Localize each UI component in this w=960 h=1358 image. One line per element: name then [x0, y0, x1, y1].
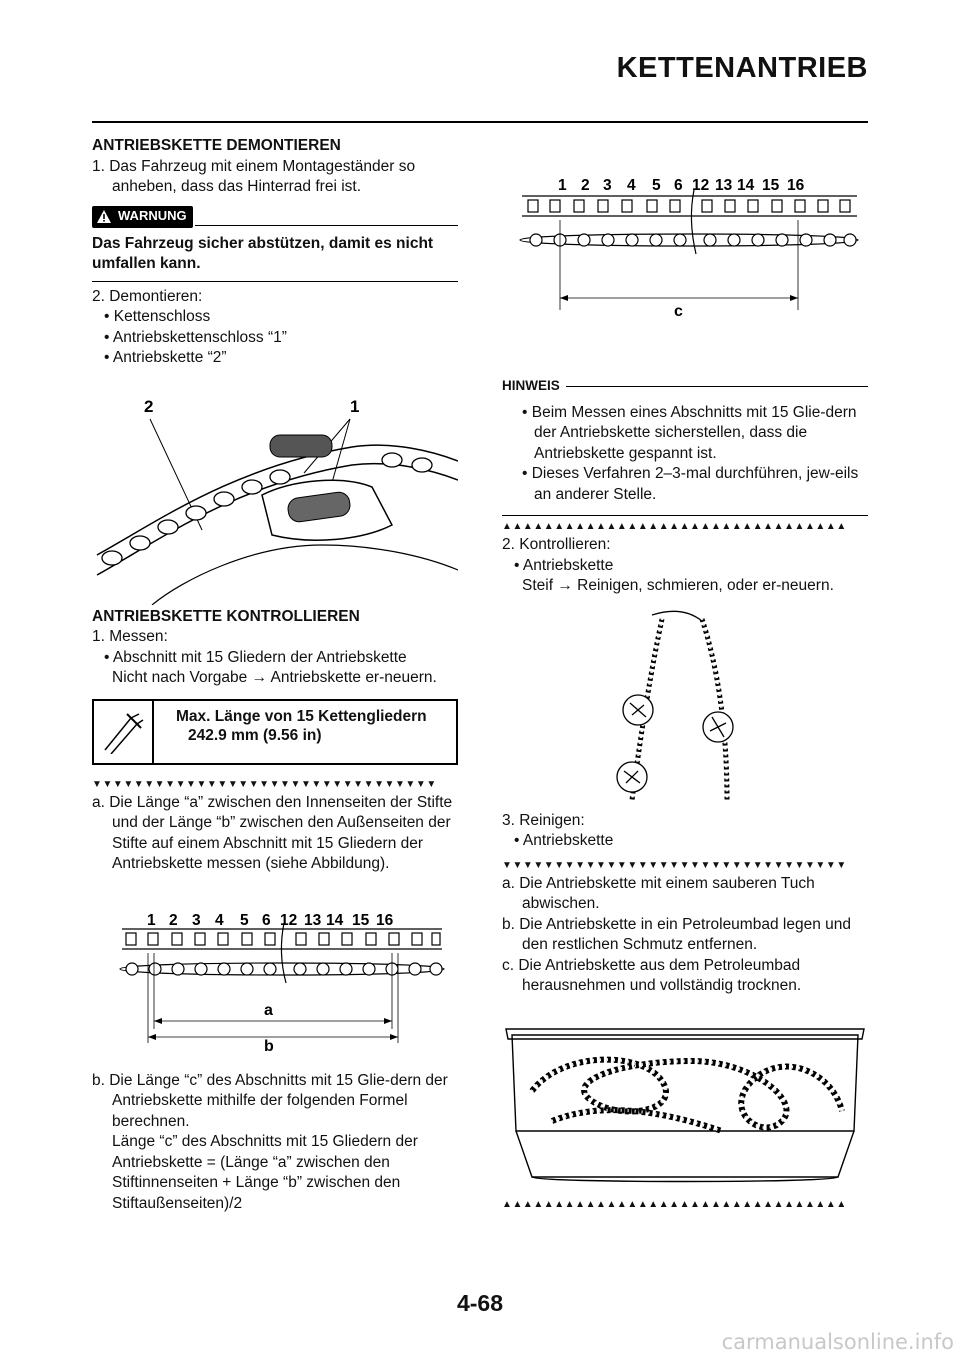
clean-step-b: b. Die Antriebskette in ein Petroleumbad legen und den restlichen Schmutz entfernen.: [502, 915, 851, 953]
step-b-calc: b. Die Länge “c” des Abschnitts mit 15 Glie-dern der Antriebskette mithilfe der folgenden Formel berechnen.: [92, 1071, 448, 1130]
chain-measure-c-diagram: [502, 170, 868, 370]
warning-icon: [96, 209, 112, 224]
fig3-num-1: 1: [558, 177, 567, 194]
fig2-num-5: 5: [240, 911, 249, 929]
fig3-num-14: 14: [737, 177, 755, 194]
step-check: 2. Kontrollieren:: [502, 536, 611, 553]
fig1-label-1: 1: [350, 396, 360, 416]
fig3-num-15: 15: [762, 177, 780, 194]
check-item: • Antriebskette: [514, 556, 614, 574]
fig3-num-16: 16: [787, 177, 805, 194]
clean-item: • Antriebskette: [514, 832, 614, 849]
warning-text: Das Fahrzeug sicher abstützen, damit es nicht umfallen kann.: [92, 234, 434, 272]
warning-badge: [92, 206, 193, 228]
fig2-num-13: 13: [304, 911, 322, 929]
watermark: carmanualsonline.info: [721, 1330, 954, 1354]
fig3-num-6: 6: [674, 177, 683, 194]
step-remove: 2. Demontieren:: [92, 287, 203, 305]
spec-box: [92, 699, 458, 765]
fig3-num-13: 13: [715, 177, 733, 194]
fig3-num-12: 12: [692, 177, 710, 194]
kerosene-bath-illustration: [502, 1011, 868, 1191]
heading-check-chain: ANTRIEBSKETTE KONTROLLIEREN: [92, 607, 360, 625]
fig3-num-4: 4: [627, 177, 636, 194]
formula-text: Länge “c” des Abschnitts mit 15 Gliedern der Antriebskette = (Länge “a” zwischen den Stiftinnenseiten + Länge “b” zwischen den Stiftaußenseiten)/2: [112, 1133, 418, 1212]
left-column: [92, 136, 458, 1214]
right-column: [502, 136, 868, 1213]
fig2-num-6: 6: [262, 911, 271, 929]
triangle-row-start-2: ▼▼▼▼▼▼▼▼▼▼▼▼▼▼▼▼▼▼▼▼▼▼▼▼▼▼▼▼▼▼▼▼▼: [502, 859, 847, 871]
fig2-num-14: 14: [326, 911, 344, 929]
clean-step-c: c. Die Antriebskette aus dem Petroleumbad herausnehmen und vollständig trocknen.: [502, 956, 802, 994]
remove-item-3: • Antriebskette “2”: [104, 349, 227, 366]
chain-measure-a-b-diagram: [92, 893, 458, 1053]
triangle-row-end-2: ▲▲▲▲▲▲▲▲▲▲▲▲▲▲▲▲▲▲▲▲▲▲▲▲▲▲▲▲▲▲▲▲▲: [502, 1198, 847, 1210]
stiff-chain-illustration: [502, 605, 868, 805]
spec-value: 242.9 mm (9.56 in): [188, 726, 322, 744]
caliper-icon: [94, 701, 154, 763]
note-item-1: • Beim Messen eines Abschnitts mit 15 Glie-dern der Antriebskette sicherstellen, dass die Antriebskette gespannt ist.: [522, 403, 857, 462]
check-note: Steif → Reinigen, schmieren, oder er-neuern.: [522, 577, 834, 594]
note-label: HINWEIS: [502, 378, 560, 393]
page-number: 4-68: [456, 1290, 504, 1316]
note-item-2: • Dieses Verfahren 2–3-mal durchführen, jew-eils an anderer Stelle.: [522, 465, 859, 503]
measure-item: • Abschnitt mit 15 Gliedern der Antriebskette: [104, 648, 407, 666]
chain-lock-illustration: [92, 375, 458, 605]
triangle-row-end: ▲▲▲▲▲▲▲▲▲▲▲▲▲▲▲▲▲▲▲▲▲▲▲▲▲▲▲▲▲▲▲▲▲: [502, 521, 847, 532]
fig2-num-12: 12: [280, 911, 298, 929]
page-header-title: KETTENANTRIEB: [616, 52, 868, 84]
fig2-num-16: 16: [376, 911, 394, 929]
fig3-num-2: 2: [581, 177, 590, 194]
fig2-num-3: 3: [192, 911, 201, 929]
step-a-measure: a. Die Länge “a” zwischen den Innenseiten der Stifte und der Länge “b” zwischen den Außenseiten der Stifte auf einem Abschnitt mit 15 Gliedern der Antriebskette messen (siehe Abbildung).: [92, 793, 453, 872]
fig2-label-b: b: [264, 1037, 274, 1053]
measure-note: Nicht nach Vorgabe → Antriebskette er-neuern.: [112, 669, 437, 686]
triangle-row-start: ▼▼▼▼▼▼▼▼▼▼▼▼▼▼▼▼▼▼▼▼▼▼▼▼▼▼▼▼▼▼▼▼▼: [92, 778, 437, 790]
spec-title: Max. Länge von 15 Kettengliedern: [176, 707, 427, 725]
step-measure: 1. Messen:: [92, 628, 168, 645]
warning-header: [92, 206, 458, 228]
step-clean: 3. Reinigen:: [502, 811, 585, 829]
remove-item-2: • Antriebskettenschloss “1”: [104, 328, 287, 346]
fig2-num-15: 15: [352, 911, 370, 929]
warning-label: WARNUNG: [118, 208, 187, 224]
fig3-num-5: 5: [652, 177, 661, 194]
note-header: [502, 376, 868, 397]
step-lift-vehicle: 1. Das Fahrzeug mit einem Montageständer so anheben, dass das Hinterrad frei ist.: [92, 157, 416, 195]
fig3-label-c: c: [674, 303, 683, 320]
fig3-num-3: 3: [603, 177, 612, 194]
fig2-num-2: 2: [169, 911, 178, 929]
heading-remove-chain: ANTRIEBSKETTE DEMONTIEREN: [92, 137, 341, 154]
fig2-num-4: 4: [215, 911, 224, 929]
clean-step-a: a. Die Antriebskette mit einem sauberen Tuch abwischen.: [502, 874, 815, 912]
fig1-label-2: 2: [144, 396, 154, 416]
fig2-label-a: a: [264, 1001, 273, 1019]
remove-item-1: • Kettenschloss: [104, 308, 211, 325]
fig2-num-1: 1: [147, 911, 156, 929]
header-rule: [92, 121, 868, 123]
